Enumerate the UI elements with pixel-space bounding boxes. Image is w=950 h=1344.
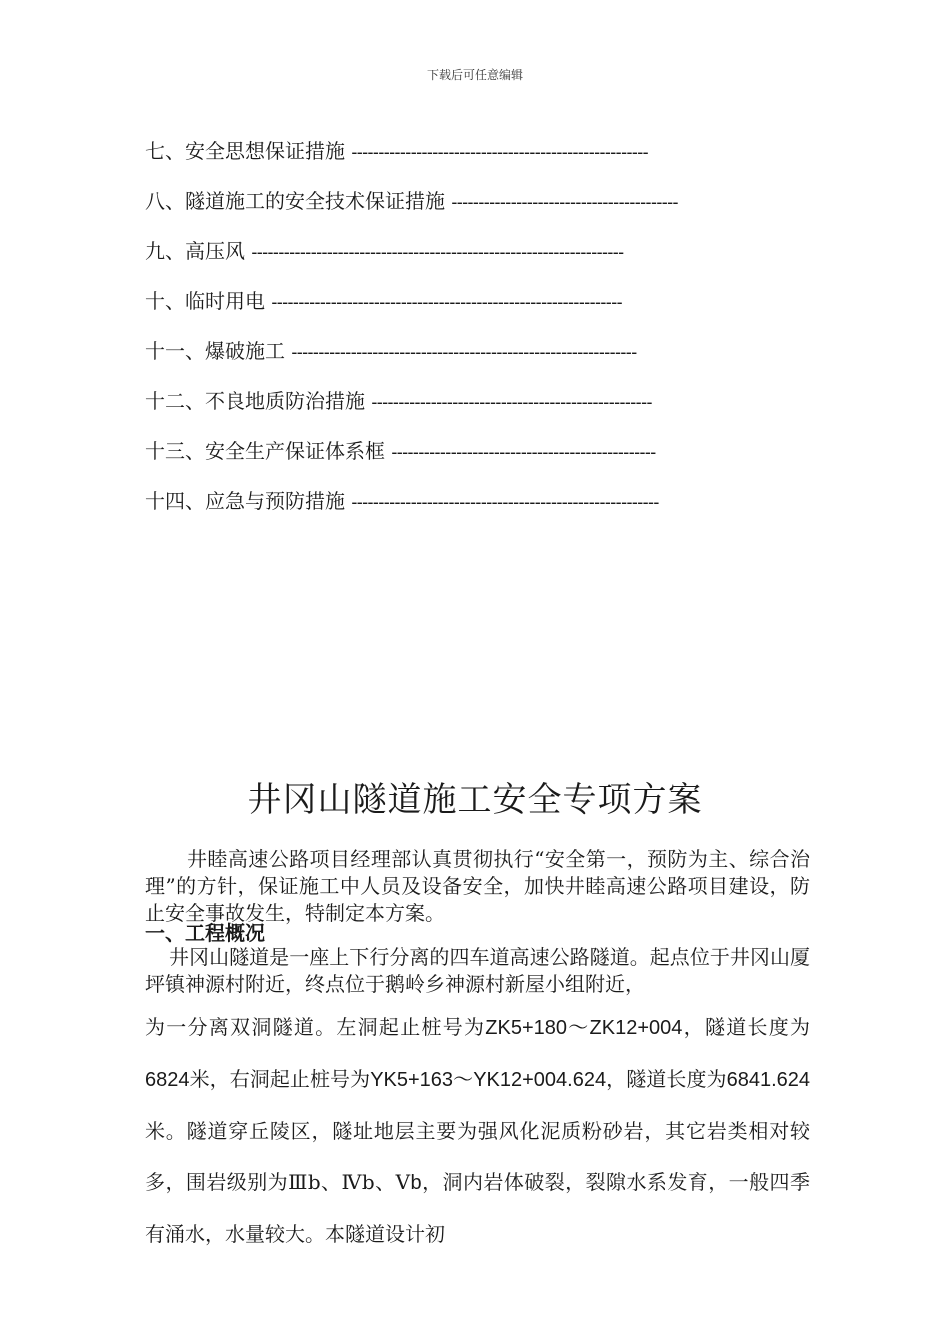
table-of-contents [145,136,678,536]
toc-item-label: 十四、应急与预防措施 [145,489,352,513]
toc-item [145,486,678,536]
toc-item-leader: ------------------------------------------------------- [351,142,649,162]
overview-text: ，隧道长度为 [606,1067,727,1091]
toc-item-label: 十一、爆破施工 [145,339,292,363]
toc-item-leader: ------------------------------------------------- [391,442,656,462]
toc-item-leader: ---------------------------------------------------------------- [291,342,637,362]
section-heading-overview: 一、工程概况 [145,923,265,945]
toc-item [145,336,678,386]
toc-item [145,186,678,236]
toc-item-leader: ------------------------------------------ [451,192,678,212]
toc-item-leader: --------------------------------------------------------------------- [251,242,624,262]
toc-item [145,436,678,486]
right-tunnel-length: 6841.624 [726,1069,810,1091]
overview-paragraph-part-2 [145,1002,810,1260]
rock-grade-suffix: b [410,1172,422,1194]
toc-item [145,386,678,436]
toc-item-leader: ----------------------------------------------------------------- [271,292,622,312]
toc-item-label: 九、高压风 [145,239,252,263]
overview-text: 为一分离双洞隧道。左洞起止桩号为 [145,1015,486,1039]
left-tunnel-length: 6824 [145,1069,190,1091]
toc-item [145,286,678,336]
toc-item-leader: ---------------------------------------------------- [371,392,652,412]
overview-text: 米，右洞起止桩号为 [189,1067,371,1091]
toc-item-label: 八、隧道施工的安全技术保证措施 [145,189,452,213]
overview-text: ，洞内岩体破裂，裂隙水系发育，一般四季有涌水，水量较大。本隧道设计初 [145,1170,811,1246]
right-tunnel-chainage: YK5+163～YK12+004.624 [370,1069,607,1091]
header-note: 下载后可任意编辑 [426,68,523,82]
toc-item-leader: --------------------------------------------------------- [351,492,659,512]
overview-text: ，隧道长度为 [682,1015,811,1039]
left-tunnel-chainage: ZK5+180～ZK12+004 [485,1017,683,1039]
document-title: 井冈山隧道施工安全专项方案 [247,780,703,820]
toc-item-label: 十二、不良地质防治措施 [145,389,372,413]
toc-item-label: 七、安全思想保证措施 [145,139,352,163]
toc-item [145,136,678,186]
overview-text: 米。隧道穿丘陵区，隧址地层主要为强风化泥质粉砂岩，其它岩类相对较多，围岩级别为Ⅲb、Ⅳb、Ⅴ [145,1119,810,1194]
intro-paragraph: 井睦高速公路项目经理部认真贯彻执行“安全第一，预防为主、综合治理”的方针，保证施工中人员及设备安全，加快井睦高速公路项目建设，防止安全事故发生，特制定本方案。 [145,847,810,925]
toc-item-label: 十三、安全生产保证体系框 [145,439,392,463]
overview-paragraph-part-1: 井冈山隧道是一座上下行分离的四车道高速公路隧道。起点位于井冈山厦坪镇神源村附近，终点位于鹅岭乡神源村新屋小组附近， [145,945,810,996]
toc-item [145,236,678,286]
toc-item-label: 十、临时用电 [145,289,272,313]
